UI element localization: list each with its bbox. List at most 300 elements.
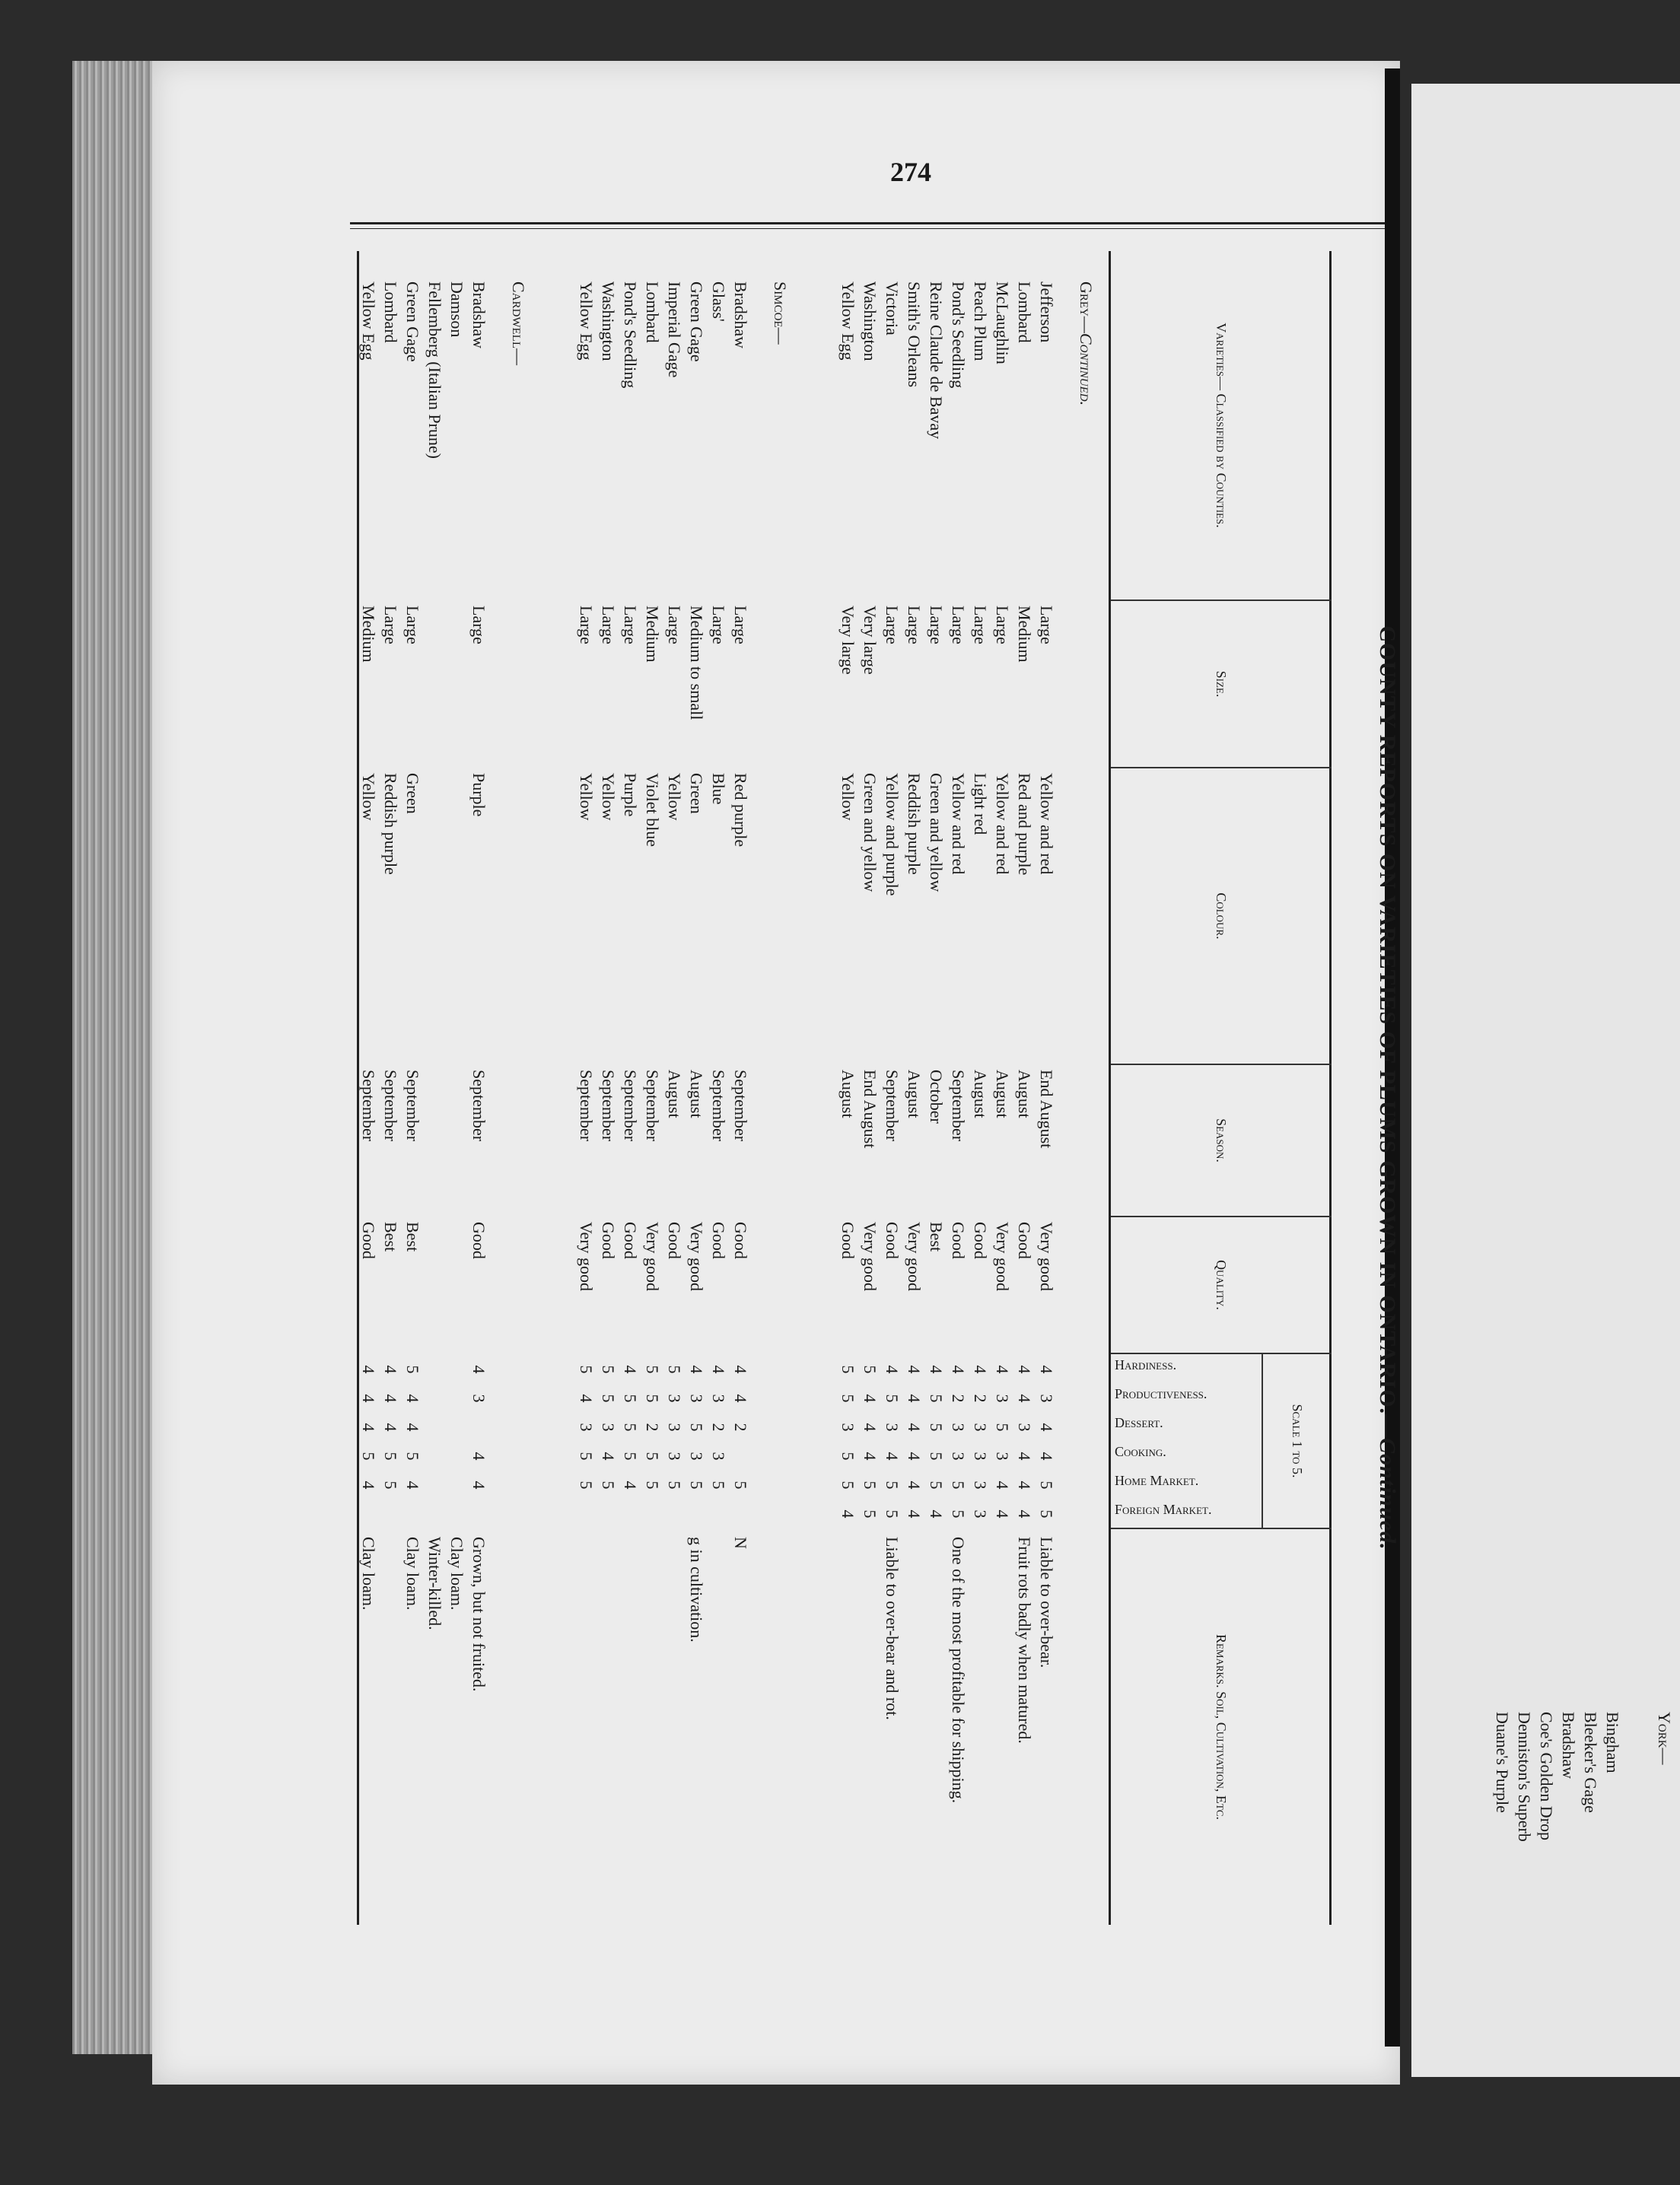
table-row [969, 251, 990, 1925]
cell-variety: Victoria [883, 281, 902, 336]
cell-variety: Lombard [1015, 281, 1034, 343]
cell-scale-fm: 5 [883, 1509, 902, 1519]
cell-colour: Yellow and purple [883, 773, 902, 896]
cell-colour: Green [403, 773, 422, 814]
cell-season: August [1015, 1070, 1034, 1118]
cell-scale-fm: 5 [1037, 1509, 1056, 1519]
cell-scale-hm: 4 [469, 1481, 488, 1490]
top-rule-thin [350, 228, 1385, 229]
cell-scale-p: 3 [665, 1394, 684, 1403]
cell-scale-c: 3 [665, 1452, 684, 1461]
cell-size: Large [709, 606, 728, 644]
cell-scale-c: 5 [577, 1452, 596, 1461]
cell-scale-fm: 4 [838, 1509, 858, 1519]
cell-size: Large [883, 606, 902, 644]
cell-scale-d: 2 [709, 1423, 728, 1432]
cell-variety: Reine Claude de Bavay [927, 281, 946, 440]
cell-colour: Green and yellow [861, 773, 880, 892]
cell-scale-h: 4 [469, 1365, 488, 1374]
cell-size: Large [971, 606, 990, 644]
cell-scale-h: 4 [1037, 1365, 1056, 1374]
scale-dessert-label: Dessert. [1115, 1415, 1163, 1430]
cell-size: Medium [1015, 606, 1034, 663]
cell-season: August [993, 1070, 1012, 1118]
table-row [379, 251, 400, 1925]
cell-scale-p: 3 [469, 1394, 488, 1403]
cell-scale-h: 5 [643, 1365, 662, 1374]
scale-productiveness-label: Productiveness. [1115, 1386, 1208, 1401]
table-row [401, 251, 422, 1925]
cell-scale-c: 4 [469, 1452, 488, 1461]
cell-scale-c [729, 1442, 750, 1470]
scale-foreign-market-label: Foreign Market. [1115, 1502, 1212, 1517]
cell-scale-h: 4 [993, 1365, 1012, 1374]
cell-scale-d: 3 [949, 1423, 968, 1432]
cell-season: September [403, 1070, 422, 1142]
cell-scale-p: 5 [883, 1394, 902, 1403]
cell-quality: Best [927, 1222, 946, 1252]
cell-size: Medium [643, 606, 662, 663]
cell-scale-hm: 4 [993, 1481, 1012, 1490]
cell-season: End August [861, 1070, 880, 1149]
cell-scale-hm: 5 [599, 1481, 618, 1490]
cell-scale-c: 5 [403, 1452, 422, 1461]
cell-scale-hm: 4 [621, 1481, 640, 1490]
cell-scale-d: 2 [731, 1423, 750, 1432]
cell-scale-fm: 4 [905, 1509, 924, 1519]
cell-quality: Very good [687, 1222, 706, 1292]
section-heading: Cardwell— [509, 281, 528, 365]
cell-scale-p: 4 [1015, 1394, 1034, 1403]
section-heading: Grey—Continued. [1077, 281, 1096, 406]
cell-size: Very large [838, 606, 858, 675]
cell-variety: Damson [447, 281, 466, 338]
cell-quality: Very good [993, 1222, 1012, 1292]
cell-colour: Yellow [665, 773, 684, 821]
cell-scale-h: 4 [905, 1365, 924, 1374]
cell-scale-c: 4 [905, 1452, 924, 1461]
cell-scale-p: 4 [577, 1394, 596, 1403]
cell-season: October [927, 1070, 946, 1124]
scale-cooking [1111, 1444, 1259, 1470]
cell-scale-h: 5 [599, 1365, 618, 1374]
cell-size: Large [403, 606, 422, 644]
cell-scale-h: 5 [577, 1365, 596, 1374]
header-season: Season. [1111, 1065, 1332, 1217]
cell-variety: Lombard [643, 281, 662, 343]
cell-quality: Good [1015, 1222, 1034, 1259]
cell-scale-h: 5 [838, 1365, 858, 1374]
cell-remarks: Liable to over-bear and rot. [883, 1537, 902, 1720]
cell-scale-hm: 4 [403, 1481, 422, 1490]
cell-season: September [949, 1070, 968, 1142]
cell-quality: Best [403, 1222, 422, 1252]
cell-scale-hm: 5 [838, 1481, 858, 1490]
cell-scale-hm: 3 [971, 1481, 990, 1490]
cell-remarks: Winter-killed. [425, 1537, 444, 1630]
table-row [619, 251, 640, 1925]
top-rule [350, 222, 1385, 224]
cell-scale-p: 5 [643, 1394, 662, 1403]
title-text: COUNTY REPORTS ON VARIETIES OF PLUMS GROWN IN ONTARIO.— [1375, 625, 1400, 1439]
cell-scale-fm: 4 [1015, 1509, 1034, 1519]
cell-scale-h [423, 1356, 444, 1383]
cell-scale-hm: 5 [381, 1481, 400, 1490]
cell-variety: Pond's Seedling [949, 281, 968, 389]
cell-scale-fm [357, 1500, 378, 1528]
cell-scale-d: 3 [599, 1423, 618, 1432]
cell-quality: Good [883, 1222, 902, 1259]
cell-season: End August [1037, 1070, 1056, 1149]
cell-scale-p: 3 [1037, 1394, 1056, 1403]
cell-season: September [883, 1070, 902, 1142]
cell-scale-c: 5 [643, 1452, 662, 1461]
cell-quality: Good [599, 1222, 618, 1259]
cell-size: Medium [359, 606, 378, 663]
cell-scale-p: 4 [359, 1394, 378, 1403]
cell-variety: Green Gage [403, 281, 422, 362]
cell-scale-p: 5 [599, 1394, 618, 1403]
cell-season: September [359, 1070, 378, 1142]
cell-scale-c: 4 [1015, 1452, 1034, 1461]
cell-colour: Yellow and red [993, 773, 1012, 875]
cell-colour: Yellow [577, 773, 596, 821]
cell-colour: Light red [971, 773, 990, 835]
cell-scale-hm: 5 [861, 1481, 880, 1490]
cell-scale-fm [574, 1500, 596, 1528]
header-colour: Colour. [1111, 768, 1332, 1065]
cell-scale-fm: 5 [861, 1509, 880, 1519]
cell-remarks: Clay loam. [359, 1537, 378, 1611]
cell-colour: Red and purple [1015, 773, 1034, 876]
cell-scale-h [445, 1356, 466, 1383]
cell-scale-hm: 4 [905, 1481, 924, 1490]
cell-scale-d: 4 [381, 1423, 400, 1432]
york-variety: Bradshaw [1559, 1712, 1578, 1779]
cell-scale-p: 3 [993, 1394, 1012, 1403]
cell-scale-h: 5 [403, 1365, 422, 1374]
table-row [423, 251, 444, 1925]
cell-scale-hm: 4 [1015, 1481, 1034, 1490]
cell-scale-c: 5 [927, 1452, 946, 1461]
cell-variety: Smith's Orleans [905, 281, 924, 388]
cell-scale-d: 5 [621, 1423, 640, 1432]
cell-variety: Washington [861, 281, 880, 361]
cell-scale-h: 4 [731, 1365, 750, 1374]
cell-scale-fm [445, 1500, 466, 1528]
cell-size: Large [905, 606, 924, 644]
cell-scale-d: 3 [838, 1423, 858, 1432]
cell-scale-c: 5 [838, 1452, 858, 1461]
cell-scale-c: 3 [993, 1452, 1012, 1461]
cell-variety: McLaughlin [993, 281, 1012, 364]
york-variety: Bingham [1603, 1712, 1622, 1773]
scale-productiveness [1111, 1386, 1259, 1412]
scale-home-market [1111, 1473, 1259, 1499]
cell-scale-c: 3 [971, 1452, 990, 1461]
cell-scale-c: 5 [621, 1452, 640, 1461]
title-suffix: Continued. [1375, 1438, 1400, 1550]
cell-variety: Imperial Gage [665, 281, 684, 378]
cell-scale-fm: 4 [927, 1509, 946, 1519]
cell-remarks: Clay loam. [447, 1537, 466, 1611]
cell-colour: Red purple [731, 773, 750, 848]
cell-scale-d [445, 1414, 466, 1441]
cell-scale-d: 4 [359, 1423, 378, 1432]
cell-colour: Reddish purple [905, 773, 924, 875]
cell-scale-hm: 5 [883, 1481, 902, 1490]
cell-variety: Glass' [709, 281, 728, 322]
cell-size: Large [381, 606, 400, 644]
york-variety: Bleeker's Gage [1581, 1712, 1600, 1813]
table-row [641, 251, 662, 1925]
scale-hardiness [1111, 1357, 1259, 1383]
cell-scale-hm: 5 [1037, 1481, 1056, 1490]
cell-scale-fm: 3 [971, 1509, 990, 1519]
cell-season: September [709, 1070, 728, 1142]
cell-season: September [381, 1070, 400, 1142]
cell-scale-h: 4 [621, 1365, 640, 1374]
facing-page-york-list [1491, 1712, 1674, 1842]
table-row [445, 251, 466, 1925]
cell-scale-fm: 5 [949, 1509, 968, 1519]
cell-season: August [687, 1070, 706, 1118]
cell-colour: Green and yellow [927, 773, 946, 892]
cell-season: September [577, 1070, 596, 1142]
header-scale [1111, 1354, 1332, 1529]
york-variety: Denniston's Superb [1515, 1712, 1534, 1842]
cell-variety: Pond's Seedling [621, 281, 640, 389]
cell-scale-p: 4 [861, 1394, 880, 1403]
cell-scale-d: 3 [577, 1423, 596, 1432]
scale-home-market-label: Home Market. [1115, 1473, 1199, 1488]
cell-variety: Fellemberg (Italian Prune) [425, 281, 444, 459]
cell-remarks: Liable to over-bear. [1037, 1537, 1056, 1668]
cell-scale-d: 4 [1037, 1423, 1056, 1432]
cell-scale-h: 4 [883, 1365, 902, 1374]
cell-quality: Good [709, 1222, 728, 1259]
cell-season: August [905, 1070, 924, 1118]
cell-quality: Very good [643, 1222, 662, 1292]
cell-season: August [971, 1070, 990, 1118]
cell-scale-c [445, 1442, 466, 1470]
cell-scale-d: 4 [905, 1423, 924, 1432]
cell-quality: Good [469, 1222, 488, 1259]
cell-scale-d [423, 1414, 444, 1441]
cell-colour: Yellow [359, 773, 378, 821]
table-row [357, 251, 378, 1925]
cell-scale-p: 2 [971, 1394, 990, 1403]
cell-scale-c: 5 [359, 1452, 378, 1461]
cell-scale-hm [445, 1471, 466, 1499]
cell-scale-d: 5 [993, 1423, 1012, 1432]
cell-colour: Green [687, 773, 706, 814]
cell-scale-fm [641, 1500, 662, 1528]
scale-foreign-market [1111, 1502, 1259, 1528]
cell-scale-fm [707, 1500, 728, 1528]
cell-scale-hm: 5 [949, 1481, 968, 1490]
cell-size: Large [731, 606, 750, 644]
cell-quality: Very good [861, 1222, 880, 1292]
cell-colour: Yellow [838, 773, 858, 821]
cell-quality: Very good [905, 1222, 924, 1292]
cell-scale-d: 3 [1015, 1423, 1034, 1432]
cell-scale-fm [729, 1500, 750, 1528]
cell-scale-h: 5 [861, 1365, 880, 1374]
cell-scale-fm [401, 1500, 422, 1528]
cell-colour: Blue [709, 773, 728, 805]
table-row [707, 251, 728, 1925]
cell-scale-d: 5 [927, 1423, 946, 1432]
cell-scale-c: 4 [1037, 1452, 1056, 1461]
cell-quality: Good [731, 1222, 750, 1259]
cell-scale-p: 5 [621, 1394, 640, 1403]
cell-scale-c: 3 [949, 1452, 968, 1461]
cell-scale-h: 4 [687, 1365, 706, 1374]
rotated-table-page [350, 236, 1400, 1940]
table-row [836, 251, 858, 1925]
cell-size: Large [621, 606, 640, 644]
cell-size: Large [665, 606, 684, 644]
scale-title: Scale 1 to 5. [1262, 1354, 1332, 1528]
cell-scale-p [445, 1385, 466, 1412]
table-row [685, 251, 706, 1925]
page-number: 274 [890, 157, 931, 187]
table-row [858, 251, 880, 1925]
cell-scale-h: 4 [949, 1365, 968, 1374]
cell-scale-d: 3 [883, 1423, 902, 1432]
table-row [1035, 251, 1056, 1925]
cell-scale-p: 5 [927, 1394, 946, 1403]
cell-size: Large [927, 606, 946, 644]
cell-scale-d: 4 [861, 1423, 880, 1432]
cell-colour: Purple [469, 773, 488, 817]
cell-scale-h: 4 [381, 1365, 400, 1374]
cell-scale-d: 2 [643, 1423, 662, 1432]
cell-season: September [621, 1070, 640, 1142]
table-row [1013, 251, 1034, 1925]
cell-scale-hm: 5 [665, 1481, 684, 1490]
cell-scale-hm: 5 [709, 1481, 728, 1490]
cell-scale-fm [597, 1500, 618, 1528]
table-row [924, 251, 946, 1925]
cell-variety: Lombard [381, 281, 400, 343]
section-heading-suffix: Continued. [1077, 332, 1096, 406]
cell-size: Large [993, 606, 1012, 644]
cell-scale-fm [663, 1500, 684, 1528]
header-size: Size. [1111, 601, 1332, 768]
cell-variety: Peach Plum [971, 281, 990, 361]
cell-remarks: Clay loam. [403, 1537, 422, 1611]
cell-scale-p [423, 1385, 444, 1412]
cell-variety: Green Gage [687, 281, 706, 362]
cell-size: Medium to small [687, 606, 706, 720]
cell-scale-d: 4 [403, 1423, 422, 1432]
cell-quality: Good [621, 1222, 640, 1259]
cell-remarks: Fruit rots badly when matured. [1015, 1537, 1034, 1744]
cell-variety: Yellow Egg [577, 281, 596, 361]
cell-scale-c: 5 [381, 1452, 400, 1461]
cell-scale-fm [379, 1500, 400, 1528]
cell-scale-c: 3 [687, 1452, 706, 1461]
cell-scale-p: 4 [403, 1394, 422, 1403]
table-row [880, 251, 902, 1925]
york-heading: York— [1655, 1712, 1674, 1765]
cell-scale-p: 4 [731, 1394, 750, 1403]
cell-colour: Yellow and red [1037, 773, 1056, 875]
cell-scale-p: 5 [838, 1394, 858, 1403]
cell-colour: Reddish purple [381, 773, 400, 875]
cell-remarks: One of the most profitable for shipping. [949, 1537, 968, 1804]
cell-variety: Bradshaw [731, 281, 750, 348]
table-row [467, 251, 488, 1925]
cell-scale-h: 4 [1015, 1365, 1034, 1374]
cell-scale-p: 3 [709, 1394, 728, 1403]
cell-variety: Yellow Egg [359, 281, 378, 361]
cell-colour: Purple [621, 773, 640, 817]
cell-scale-p: 4 [381, 1394, 400, 1403]
cell-scale-fm [467, 1500, 488, 1528]
cell-colour: Yellow [599, 773, 618, 821]
cell-scale-fm: 4 [993, 1509, 1012, 1519]
cell-scale-c: 3 [709, 1452, 728, 1461]
cell-quality: Good [971, 1222, 990, 1259]
cell-variety: Yellow Egg [838, 281, 858, 361]
cell-scale-c [423, 1442, 444, 1470]
cell-season: August [665, 1070, 684, 1118]
cell-scale-h: 5 [665, 1365, 684, 1374]
cell-scale-c: 4 [861, 1452, 880, 1461]
cell-scale-hm: 5 [643, 1481, 662, 1490]
cell-scale-d: 3 [971, 1423, 990, 1432]
cell-remarks: g in cultivation. [687, 1537, 706, 1643]
cell-remarks: Grown, but not fruited. [469, 1537, 488, 1692]
cell-scale-hm: 5 [731, 1481, 750, 1490]
cell-scale-p: 3 [687, 1394, 706, 1403]
cell-quality: Good [665, 1222, 684, 1259]
section-heading: Simcoe— [771, 281, 790, 345]
cell-quality: Very good [1037, 1222, 1056, 1292]
header-varieties: Varieties— Classified by Counties. [1111, 251, 1332, 601]
cell-scale-d: 3 [665, 1423, 684, 1432]
cell-scale-hm: 5 [927, 1481, 946, 1490]
table-row [663, 251, 684, 1925]
cell-scale-hm: 4 [359, 1481, 378, 1490]
cell-scale-hm: 5 [687, 1481, 706, 1490]
cell-scale-fm [619, 1500, 640, 1528]
header-remarks: Remarks. Soil, Cultivation, Etc. [1214, 1633, 1230, 1821]
header-quality: Quality. [1111, 1217, 1332, 1354]
cell-variety: Bradshaw [469, 281, 488, 348]
scale-hardiness-label: Hardiness. [1115, 1357, 1177, 1372]
cell-quality: Good [838, 1222, 858, 1259]
table-row [991, 251, 1012, 1925]
york-variety: Duane's Purple [1493, 1712, 1512, 1813]
cell-quality: Good [359, 1222, 378, 1259]
cell-scale-h: 4 [971, 1365, 990, 1374]
cell-scale-h: 4 [709, 1365, 728, 1374]
table-row [597, 251, 618, 1925]
cell-season: September [599, 1070, 618, 1142]
cell-scale-fm [685, 1500, 706, 1528]
cell-quality: Best [381, 1222, 400, 1252]
cell-scale-c: 4 [599, 1452, 618, 1461]
cell-quality: Good [949, 1222, 968, 1259]
cell-scale-d [467, 1414, 488, 1441]
cell-season: August [838, 1070, 858, 1118]
cell-colour: Yellow and red [949, 773, 968, 875]
table-row [729, 251, 750, 1925]
